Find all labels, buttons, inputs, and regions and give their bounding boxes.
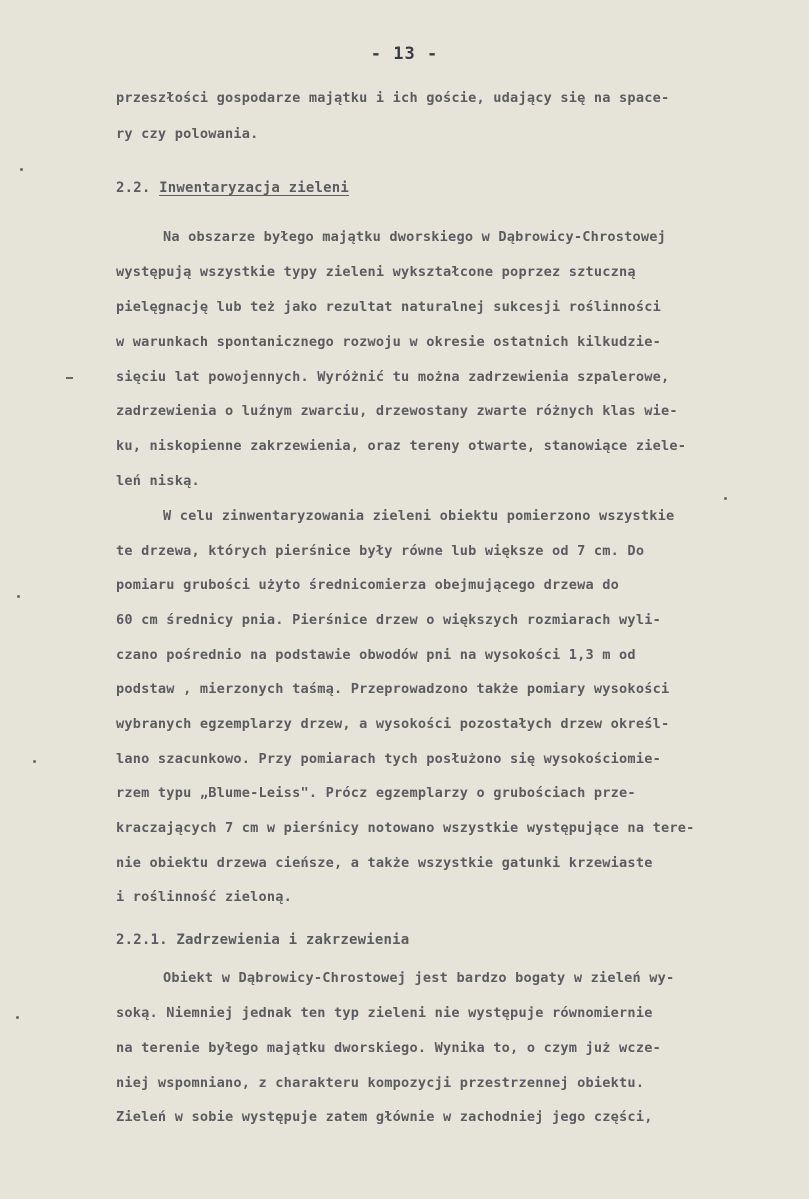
text-line: 60 cm średnicy pnia. Pierśnice drzew o większych rozmiarach wyli- xyxy=(116,612,661,628)
subsection-number: 2.2.1. xyxy=(116,932,168,948)
page-number: - 13 - xyxy=(370,44,439,64)
subsection-heading xyxy=(116,932,409,948)
text-line: i roślinność zieloną. xyxy=(116,889,293,905)
text-line: pomiaru grubości użyto średnicomierza obejmującego drzewa do xyxy=(116,577,620,593)
text-line: wybranych egzemplarzy drzew, a wysokości pozostałych drzew określ- xyxy=(116,716,670,732)
text-line: ry czy polowania. xyxy=(116,126,259,142)
text-line: nie obiektu drzewa cieńsze, a także wszystkie gatunki krzewiaste xyxy=(116,855,653,871)
scan-speck xyxy=(66,377,73,379)
text-line: niej wspomniano, z charakteru kompozycji przestrzennej obiektu. xyxy=(116,1075,645,1091)
text-line: występują wszystkie typy zieleni wykształcone poprzez sztuczną xyxy=(116,264,636,280)
text-line: pielęgnację lub też jako rezultat naturalnej sukcesji roślinności xyxy=(116,299,661,315)
section-number: 2.2. xyxy=(116,180,151,196)
text-line: podstaw , mierzonych taśmą. Przeprowadzono także pomiary wysokości xyxy=(116,681,670,697)
text-line: kraczających 7 cm w pierśnicy notowano wszystkie występujące na tere- xyxy=(116,820,695,836)
text-line: te drzewa, których pierśnice były równe lub większe od 7 cm. Do xyxy=(116,543,645,559)
section-heading xyxy=(116,180,349,196)
text-line: w warunkach spontanicznego rozwoju w okresie ostatnich kilkudzie- xyxy=(116,334,661,350)
text-line: lano szacunkowo. Przy pomiarach tych posłużono się wysokościomie- xyxy=(116,751,661,767)
text-line: Obiekt w Dąbrowicy-Chrostowej jest bardzo bogaty w zieleń wy- xyxy=(163,970,675,986)
section-title: Inwentaryzacja zieleni xyxy=(159,180,349,196)
text-line: zadrzewienia o luźnym zwarciu, drzewostany zwarte różnych klas wie- xyxy=(116,403,678,419)
text-line: rzem typu „Blume-Leiss". Prócz egzemplarzy o grubościach prze- xyxy=(116,785,636,801)
scan-speck xyxy=(33,760,36,763)
text-line: W celu zinwentaryzowania zieleni obiektu pomierzono wszystkie xyxy=(163,508,675,524)
text-line: ku, niskopienne zakrzewienia, oraz tereny otwarte, stanowiące ziele- xyxy=(116,438,687,454)
scan-speck xyxy=(724,497,727,500)
scan-speck xyxy=(17,595,20,598)
subsection-title: Zadrzewienia i zakrzewienia xyxy=(176,932,410,948)
scan-speck xyxy=(16,1016,19,1019)
text-line: przeszłości gospodarze majątku i ich goście, udający się na space- xyxy=(116,90,670,106)
text-line: sięciu lat powojennych. Wyróżnić tu można zadrzewienia szpalerowe, xyxy=(116,369,670,385)
text-line: leń niską. xyxy=(116,473,200,489)
text-line: soką. Niemniej jednak ten typ zieleni nie występuje równomiernie xyxy=(116,1005,653,1021)
text-line: na terenie byłego majątku dworskiego. Wynika to, o czym już wcze- xyxy=(116,1040,661,1056)
scan-speck xyxy=(20,168,23,171)
text-line: czano pośrednio na podstawie obwodów pni na wysokości 1,3 m od xyxy=(116,647,636,663)
text-line: Zieleń w sobie występuje zatem głównie w zachodniej jego części, xyxy=(116,1109,653,1125)
text-line: Na obszarze byłego majątku dworskiego w Dąbrowicy-Chrostowej xyxy=(163,229,667,245)
